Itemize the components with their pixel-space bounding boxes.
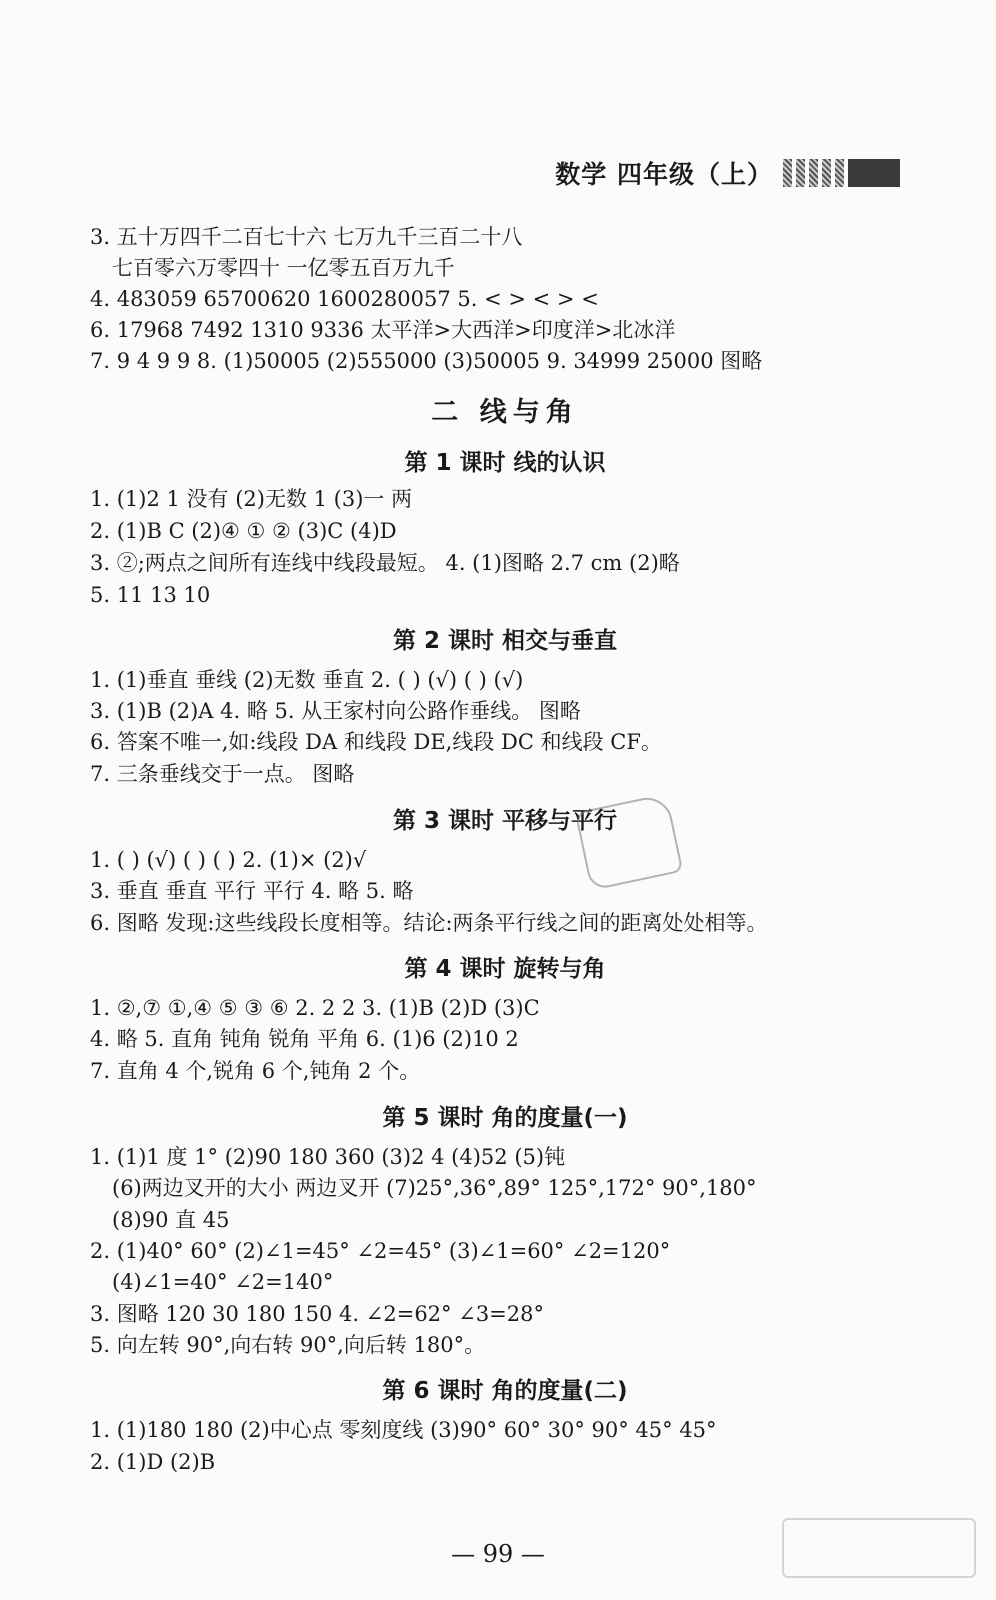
unit-title: 二 线与角 <box>431 397 579 428</box>
lesson-title: 第 6 课时 角的度量(二) <box>382 1378 628 1404</box>
answer-line: 3. ②;两点之间所有连线中线段最短。 4. (1)图略 2.7 cm (2)略 <box>90 551 680 575</box>
answer-line: 6. 图略 发现:这些线段长度相等。结论:两条平行线之间的距离处处相等。 <box>90 911 768 935</box>
answer-line: 1. (1)1 度 1° (2)90 180 360 (3)2 4 (4)52 (5)钝 <box>90 1145 566 1169</box>
answer-line: 3. (1)B (2)A 4. 略 5. 从王家村向公路作垂线。 图略 <box>90 699 581 723</box>
answer-line: 2. (1)D (2)B <box>90 1450 216 1474</box>
answer-line: (4)∠1=40° ∠2=140° <box>112 1270 334 1294</box>
lesson-title: 第 5 课时 角的度量(一) <box>382 1105 628 1131</box>
answer-line: 6. 答案不唯一,如:线段 DA 和线段 DE,线段 DC 和线段 CF。 <box>90 730 662 754</box>
header-title: 数学 四年级（上） <box>555 160 773 189</box>
page-number: — 99 — <box>451 1540 545 1568</box>
answer-line: 3. 垂直 垂直 平行 平行 4. 略 5. 略 <box>90 879 414 903</box>
lesson-title: 第 1 课时 线的认识 <box>404 450 606 476</box>
answer-line: 5. 11 13 10 <box>90 583 211 607</box>
answer-line: 3. 图略 120 30 180 150 4. ∠2=62° ∠3=28° <box>90 1302 544 1326</box>
answer-line: 6. 17968 7492 1310 9336 太平洋>大西洋>印度洋>北冰洋 <box>90 318 676 342</box>
answer-line: 七百零六万零四十 一亿零五百万九千 <box>112 256 455 280</box>
answer-line: 1. (1)垂直 垂线 (2)无数 垂直 2. ( ) (√) ( ) (√) <box>90 668 524 692</box>
answer-line: 1. (1)180 180 (2)中心点 零刻度线 (3)90° 60° 30° 90° 45° 45° <box>90 1418 717 1442</box>
answer-line: (6)两边叉开的大小 两边叉开 (7)25°,36°,89° 125°,172° 90°,180° <box>112 1176 757 1200</box>
answer-line: 4. 略 5. 直角 钝角 锐角 平角 6. (1)6 (2)10 2 <box>90 1027 519 1051</box>
answer-line: 7. 9 4 9 9 8. (1)50005 (2)555000 (3)50005 9. 34999 25000 图略 <box>90 349 763 373</box>
answer-line: 1. (1)2 1 没有 (2)无数 1 (3)一 两 <box>90 487 413 511</box>
answer-line: 4. 483059 65700620 1600280057 5. < > < > < <box>90 287 599 311</box>
lesson-title: 第 2 课时 相交与垂直 <box>392 628 618 654</box>
answer-line: 2. (1)40° 60° (2)∠1=45° ∠2=45° (3)∠1=60° ∠2=120° <box>90 1239 671 1263</box>
answer-line: 5. 向左转 90°,向右转 90°,向后转 180°。 <box>90 1333 486 1357</box>
answer-line: 7. 三条垂线交于一点。 图略 <box>90 762 355 786</box>
header-decoration <box>783 159 900 187</box>
answer-line: (8)90 直 45 <box>112 1208 230 1232</box>
lesson-title: 第 4 课时 旋转与角 <box>404 956 606 982</box>
answer-line: 3. 五十万四千二百七十六 七万九千三百二十八 <box>90 225 523 249</box>
page-header <box>555 158 900 188</box>
lesson-title: 第 3 课时 平移与平行 <box>392 808 618 834</box>
watermark-logo <box>782 1518 976 1578</box>
answer-line: 7. 直角 4 个,锐角 6 个,钝角 2 个。 <box>90 1059 421 1083</box>
answer-line: 2. (1)B C (2)④ ① ② (3)C (4)D <box>90 519 397 543</box>
answer-line: 1. ( ) (√) ( ) ( ) 2. (1)× (2)√ <box>90 848 367 872</box>
answer-line: 1. ②,⑦ ①,④ ⑤ ③ ⑥ 2. 2 2 3. (1)B (2)D (3)C <box>90 996 540 1020</box>
